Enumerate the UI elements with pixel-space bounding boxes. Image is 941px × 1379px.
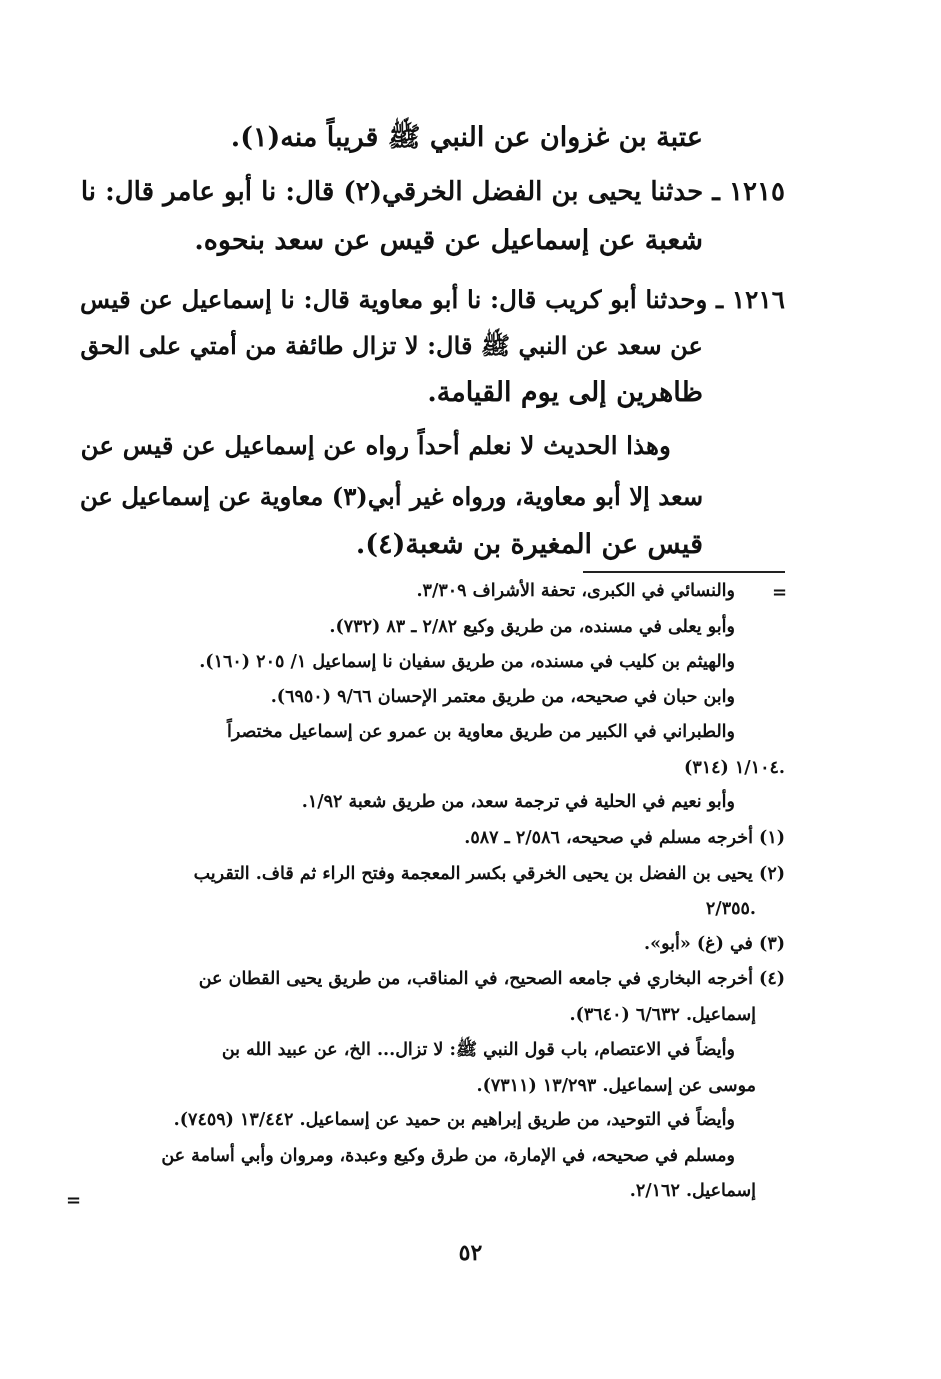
footnote-line: والنسائي في الكبرى، تحفة الأشراف ٣/٣٠٩. bbox=[416, 581, 735, 601]
footnote-1: (١) أخرجه مسلم في صحيحه، ٢/٥٨٦ ـ ٥٨٧. bbox=[464, 828, 785, 848]
hadith-1216-line-3: ظاهرين إلى يوم القيامة. bbox=[427, 377, 703, 408]
footnote-4: (٤) أخرجه البخاري في جامعه الصحيح، في المناقب، من طريق يحيى القطان عن bbox=[198, 969, 785, 989]
page-number: ٥٢ bbox=[458, 1240, 483, 1266]
footnote-line: وأبو يعلى في مسنده، من طريق وكيع ٢/٨٢ ـ ٨٣ (٧٣٢). bbox=[329, 617, 735, 637]
footnote-line: وأبو نعيم في الحلية في ترجمة سعد، من طريق شعبة ١/٩٢. bbox=[301, 792, 735, 812]
footnote-4-cont: موسى عن إسماعيل. ١٣/٢٩٣ (٧٣١١). bbox=[476, 1076, 756, 1096]
commentary-line-3: قيس عن المغيرة بن شعبة(٤). bbox=[355, 529, 703, 560]
hadith-1216-line-1: ١٢١٦ ـ وحدثنا أبو كريب قال: نا أبو معاوية قال: نا إسماعيل عن قيس bbox=[79, 285, 785, 314]
hadith-1215-line-2: شعبة عن إسماعيل عن قيس عن سعد بنحوه. bbox=[194, 225, 703, 256]
footnote-4-cont: إسماعيل. ٢/١٦٢. bbox=[629, 1181, 756, 1201]
footnote-4-cont: وأيضاً في التوحيد، من طريق إبراهيم بن حميد عن إسماعيل. ١٣/٤٤٢ (٧٤٥٩). bbox=[173, 1110, 735, 1130]
footnote-4-cont: إسماعيل. ٦/٦٣٢ (٣٦٤٠). bbox=[569, 1005, 756, 1025]
hadith-1215-line-1: ١٢١٥ ـ حدثنا يحيى بن الفضل الخرقي(٢) قال: نا أبو عامر قال: نا bbox=[80, 177, 785, 207]
footnote-3: (٣) في (غ) «أبو». bbox=[644, 934, 785, 954]
end-mark: = bbox=[66, 1190, 82, 1211]
footnote-line: ١/١٠٤ (٣١٤). bbox=[684, 758, 785, 778]
footnote-4-cont: ومسلم في صحيحه، في الإمارة، من طرق وكيع وعبدة، ومروان وأبي أسامة عن bbox=[161, 1146, 735, 1166]
commentary-line-2: سعد إلا أبو معاوية، ورواه غير أبي(٣) معاوية عن إسماعيل عن bbox=[79, 482, 703, 511]
footnote-2: (٢) يحيى بن الفضل بن يحيى الخرقي بكسر المعجمة وفتح الراء ثم قاف. التقريب bbox=[193, 864, 785, 884]
footnote-separator bbox=[583, 571, 785, 573]
footnote-line: والطبراني في الكبير من طريق معاوية بن عمرو عن إسماعيل مختصراً bbox=[226, 722, 735, 742]
footnote-line: والهيثم بن كليب في مسنده، من طريق سفيان نا إسماعيل ١/ ٢٠٥ (١٦٠). bbox=[199, 652, 735, 672]
continued-mark: = bbox=[772, 582, 788, 603]
commentary-line-1: وهذا الحديث لا نعلم أحداً رواه عن إسماعيل عن قيس عن bbox=[80, 431, 671, 460]
footnote-2-cont: ٢/٣٥٥. bbox=[705, 899, 756, 919]
footnote-line: وابن حبان في صحيحه، من طريق معتمر الإحسان ٩/٦٦ (٦٩٥٠). bbox=[270, 687, 735, 707]
main-line-1: عتبة بن غزوان عن النبي ﷺ قريباً منه(١). bbox=[230, 122, 703, 153]
hadith-1216-line-2: عن سعد عن النبي ﷺ قال: لا تزال طائفة من أمتي على الحق bbox=[80, 331, 703, 360]
footnote-4-cont: وأيضاً في الاعتصام، باب قول النبي ﷺ: لا تزال... الخ، عن عبيد الله بن bbox=[221, 1040, 735, 1060]
